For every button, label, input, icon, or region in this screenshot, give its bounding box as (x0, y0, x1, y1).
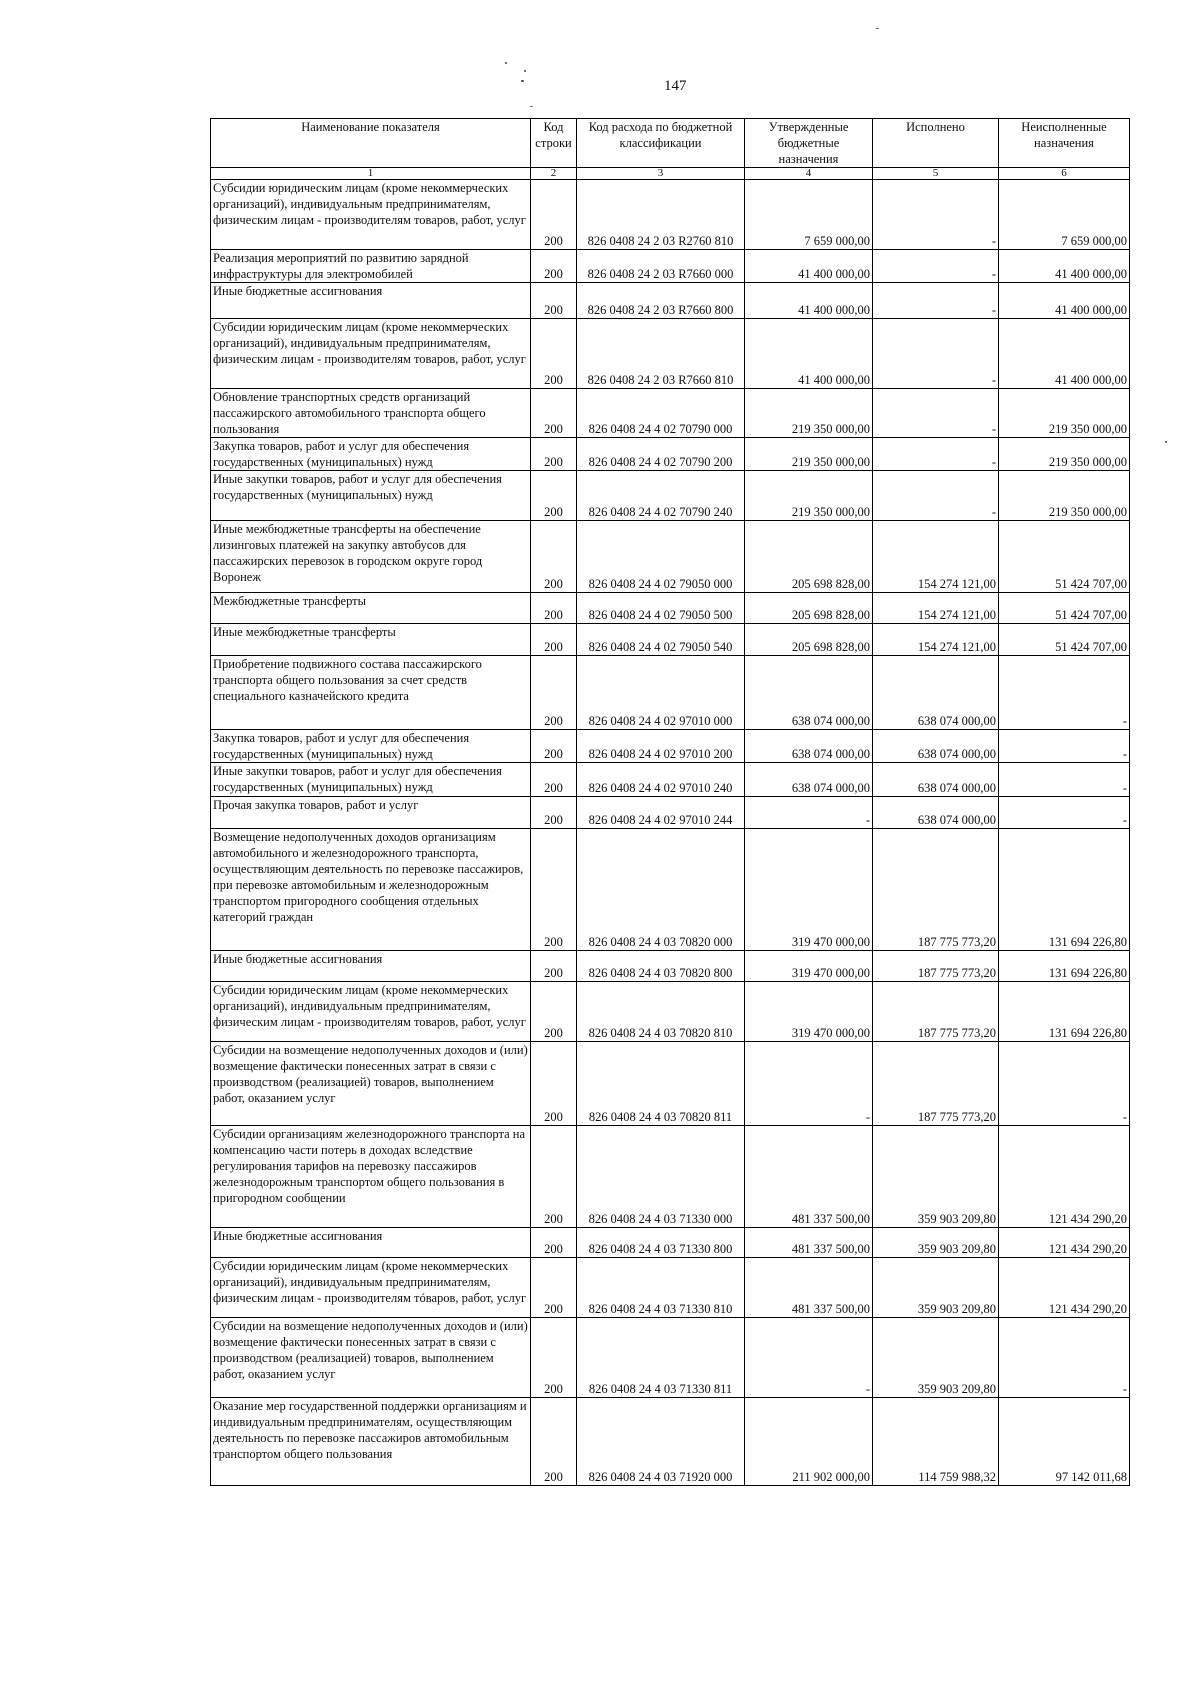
row-indicator-name: Иные бюджетные ассигнования (211, 1228, 531, 1258)
row-unexecuted-amount: - (999, 1318, 1130, 1398)
row-line-code: 200 (531, 829, 577, 951)
row-budget-code: 826 0408 24 4 02 97010 200 (577, 730, 745, 763)
row-executed-amount: - (873, 283, 999, 319)
row-indicator-name: Закупка товаров, работ и услуг для обеспечения государственных (муниципальных) нужд (211, 730, 531, 763)
row-line-code: 200 (531, 180, 577, 250)
table-row (211, 250, 1130, 283)
table-row (211, 521, 1130, 593)
row-budget-code: 826 0408 24 4 03 71330 800 (577, 1228, 745, 1258)
row-unexecuted-amount: - (999, 656, 1130, 730)
row-line-code: 200 (531, 951, 577, 982)
row-unexecuted-amount: 7 659 000,00 (999, 180, 1130, 250)
row-unexecuted-amount: 219 350 000,00 (999, 438, 1130, 471)
row-executed-amount: 187 775 773,20 (873, 982, 999, 1042)
row-approved-amount: 481 337 500,00 (745, 1126, 873, 1228)
row-indicator-name: Возмещение недополученных доходов организациям автомобильного и железнодорожного транспорта, осуществляющим деятельность по перевозке пассажиров, при перевозке автомобильным и железнодорожным транспортом пригородного сообщения отдельных категорий граждан (211, 829, 531, 951)
row-approved-amount: 219 350 000,00 (745, 438, 873, 471)
table-row (211, 982, 1130, 1042)
row-budget-code: 826 0408 24 2 03 R2760 810 (577, 180, 745, 250)
row-executed-amount: 638 074 000,00 (873, 763, 999, 797)
row-budget-code: 826 0408 24 4 03 70820 810 (577, 982, 745, 1042)
column-number: 1 (211, 168, 531, 180)
row-executed-amount: - (873, 471, 999, 521)
row-line-code: 200 (531, 763, 577, 797)
table-row (211, 797, 1130, 829)
row-indicator-name: Субсидии на возмещение недополученных доходов и (или) возмещение фактически понесенных затрат в связи с производством (реализацией) товаров, выполнением работ, оказанием услуг (211, 1318, 531, 1398)
row-approved-amount: 638 074 000,00 (745, 656, 873, 730)
row-approved-amount: 638 074 000,00 (745, 763, 873, 797)
header-executed: Исполнено (873, 119, 999, 168)
row-approved-amount: 205 698 828,00 (745, 624, 873, 656)
table-row (211, 1042, 1130, 1126)
row-executed-amount: 638 074 000,00 (873, 797, 999, 829)
table-row (211, 438, 1130, 471)
row-approved-amount: 638 074 000,00 (745, 730, 873, 763)
row-budget-code: 826 0408 24 4 03 71330 810 (577, 1258, 745, 1318)
row-unexecuted-amount: 97 142 011,68 (999, 1398, 1130, 1486)
header-approved-appropriations: Утвержденные бюджетные назначения (745, 119, 873, 168)
row-executed-amount: 187 775 773,20 (873, 829, 999, 951)
row-executed-amount: 187 775 773,20 (873, 1042, 999, 1126)
table-row (211, 624, 1130, 656)
row-unexecuted-amount: 121 434 290,20 (999, 1126, 1130, 1228)
row-line-code: 200 (531, 1398, 577, 1486)
row-approved-amount: 7 659 000,00 (745, 180, 873, 250)
row-unexecuted-amount: 131 694 226,80 (999, 829, 1130, 951)
row-unexecuted-amount: - (999, 797, 1130, 829)
row-approved-amount: - (745, 1042, 873, 1126)
row-unexecuted-amount: 51 424 707,00 (999, 624, 1130, 656)
row-indicator-name: Субсидии организациям железнодорожного транспорта на компенсацию части потерь в доходах вследствие регулирования тарифов на перевозку пассажиров железнодорожным транспортом общего пользования в пригородном сообщении (211, 1126, 531, 1228)
row-line-code: 200 (531, 1126, 577, 1228)
row-indicator-name: Субсидии юридическим лицам (кроме некоммерческих организаций), индивидуальным предпринимателям, физическим лицам - производителям товаров, работ, услуг (211, 319, 531, 389)
row-executed-amount: 187 775 773,20 (873, 951, 999, 982)
row-approved-amount: 319 470 000,00 (745, 951, 873, 982)
row-budget-code: 826 0408 24 4 03 70820 000 (577, 829, 745, 951)
row-indicator-name: Субсидии на возмещение недополученных доходов и (или) возмещение фактически понесенных затрат в связи с производством (реализацией) товаров, выполнением работ, оказанием услуг (211, 1042, 531, 1126)
scan-speck (505, 62, 507, 64)
column-number: 2 (531, 168, 577, 180)
row-unexecuted-amount: 41 400 000,00 (999, 319, 1130, 389)
row-approved-amount: 205 698 828,00 (745, 593, 873, 624)
row-line-code: 200 (531, 624, 577, 656)
row-line-code: 200 (531, 593, 577, 624)
scan-speck (876, 28, 879, 29)
row-budget-code: 826 0408 24 2 03 R7660 800 (577, 283, 745, 319)
row-budget-code: 826 0408 24 4 02 97010 244 (577, 797, 745, 829)
row-unexecuted-amount: 131 694 226,80 (999, 951, 1130, 982)
row-budget-code: 826 0408 24 4 03 70820 800 (577, 951, 745, 982)
row-budget-code: 826 0408 24 4 02 97010 000 (577, 656, 745, 730)
row-budget-code: 826 0408 24 4 02 70790 240 (577, 471, 745, 521)
row-approved-amount: 319 470 000,00 (745, 829, 873, 951)
row-line-code: 200 (531, 283, 577, 319)
row-unexecuted-amount: 51 424 707,00 (999, 593, 1130, 624)
row-indicator-name: Иные закупки товаров, работ и услуг для обеспечения государственных (муниципальных) нужд (211, 763, 531, 797)
row-unexecuted-amount: - (999, 730, 1130, 763)
budget-execution-table (210, 118, 1130, 1486)
table-row (211, 180, 1130, 250)
row-indicator-name: Иные бюджетные ассигнования (211, 283, 531, 319)
row-budget-code: 826 0408 24 4 02 97010 240 (577, 763, 745, 797)
header-indicator-name: Наименование показателя (211, 119, 531, 168)
row-budget-code: 826 0408 24 4 03 71920 000 (577, 1398, 745, 1486)
table-row (211, 730, 1130, 763)
scan-speck (530, 106, 533, 107)
header-line-code: Код строки (531, 119, 577, 168)
row-indicator-name: Реализация мероприятий по развитию зарядной инфраструктуры для электромобилей (211, 250, 531, 283)
table-row (211, 656, 1130, 730)
row-approved-amount: 41 400 000,00 (745, 283, 873, 319)
header-budget-classification-code: Код расхода по бюджетной классификации (577, 119, 745, 168)
row-executed-amount: 114 759 988,32 (873, 1398, 999, 1486)
row-budget-code: 826 0408 24 4 02 79050 000 (577, 521, 745, 593)
row-unexecuted-amount: - (999, 763, 1130, 797)
row-line-code: 200 (531, 250, 577, 283)
row-line-code: 200 (531, 521, 577, 593)
row-executed-amount: 154 274 121,00 (873, 624, 999, 656)
row-unexecuted-amount: 121 434 290,20 (999, 1228, 1130, 1258)
row-line-code: 200 (531, 1042, 577, 1126)
table-row (211, 593, 1130, 624)
row-line-code: 200 (531, 389, 577, 438)
row-indicator-name: Прочая закупка товаров, работ и услуг (211, 797, 531, 829)
row-executed-amount: 359 903 209,80 (873, 1318, 999, 1398)
table-row (211, 319, 1130, 389)
row-budget-code: 826 0408 24 4 03 70820 811 (577, 1042, 745, 1126)
row-indicator-name: Иные бюджетные ассигнования (211, 951, 531, 982)
row-approved-amount: 319 470 000,00 (745, 982, 873, 1042)
row-unexecuted-amount: 51 424 707,00 (999, 521, 1130, 593)
row-budget-code: 826 0408 24 4 02 79050 540 (577, 624, 745, 656)
column-number: 3 (577, 168, 745, 180)
row-executed-amount: 359 903 209,80 (873, 1228, 999, 1258)
table-row (211, 763, 1130, 797)
row-approved-amount: 41 400 000,00 (745, 319, 873, 389)
row-line-code: 200 (531, 471, 577, 521)
row-indicator-name: Приобретение подвижного состава пассажирского транспорта общего пользования за счет средств специального казначейского кредита (211, 656, 531, 730)
row-budget-code: 826 0408 24 4 02 70790 000 (577, 389, 745, 438)
table-row (211, 1398, 1130, 1486)
row-indicator-name: Обновление транспортных средств организаций пассажирского автомобильного транспорта общего пользования (211, 389, 531, 438)
row-line-code: 200 (531, 1258, 577, 1318)
table-row (211, 1318, 1130, 1398)
row-executed-amount: 638 074 000,00 (873, 656, 999, 730)
row-indicator-name: Субсидии юридическим лицам (кроме некоммерческих организаций), индивидуальным предпринимателям, физическим лицам - производителям товаров, работ, услуг (211, 982, 531, 1042)
row-unexecuted-amount: - (999, 1042, 1130, 1126)
row-approved-amount: - (745, 1318, 873, 1398)
row-indicator-name: Закупка товаров, работ и услуг для обеспечения государственных (муниципальных) нужд (211, 438, 531, 471)
row-approved-amount: - (745, 797, 873, 829)
row-executed-amount: 359 903 209,80 (873, 1126, 999, 1228)
row-indicator-name: Иные межбюджетные трансферты на обеспечение лизинговых платежей на закупку автобусов для пассажирских перевозок в городском округе город Воронеж (211, 521, 531, 593)
row-approved-amount: 41 400 000,00 (745, 250, 873, 283)
row-executed-amount: 154 274 121,00 (873, 593, 999, 624)
row-budget-code: 826 0408 24 2 03 R7660 000 (577, 250, 745, 283)
row-budget-code: 826 0408 24 4 02 70790 200 (577, 438, 745, 471)
row-line-code: 200 (531, 656, 577, 730)
row-approved-amount: 481 337 500,00 (745, 1228, 873, 1258)
row-indicator-name: Иные межбюджетные трансферты (211, 624, 531, 656)
row-budget-code: 826 0408 24 2 03 R7660 810 (577, 319, 745, 389)
row-indicator-name: Иные закупки товаров, работ и услуг для обеспечения государственных (муниципальных) нужд (211, 471, 531, 521)
scan-speck (521, 80, 524, 82)
row-executed-amount: 359 903 209,80 (873, 1258, 999, 1318)
row-executed-amount: - (873, 319, 999, 389)
header-unexecuted-appropriations: Неисполненные назначения (999, 119, 1130, 168)
row-line-code: 200 (531, 730, 577, 763)
row-indicator-name: Субсидии юридическим лицам (кроме некоммерческих организаций), индивидуальным предпринимателям, физическим лицам - производителям товаров, работ, услуг (211, 180, 531, 250)
row-unexecuted-amount: 131 694 226,80 (999, 982, 1130, 1042)
row-budget-code: 826 0408 24 4 03 71330 811 (577, 1318, 745, 1398)
row-executed-amount: - (873, 438, 999, 471)
row-approved-amount: 211 902 000,00 (745, 1398, 873, 1486)
row-budget-code: 826 0408 24 4 03 71330 000 (577, 1126, 745, 1228)
row-executed-amount: 638 074 000,00 (873, 730, 999, 763)
table-row (211, 1126, 1130, 1228)
table-row (211, 1228, 1130, 1258)
row-line-code: 200 (531, 438, 577, 471)
row-budget-code: 826 0408 24 4 02 79050 500 (577, 593, 745, 624)
row-indicator-name: Субсидии юридическим лицам (кроме некоммерческих организаций), индивидуальным предпринимателям, физическим лицам - производителям тóваров, работ, услуг (211, 1258, 531, 1318)
row-executed-amount: - (873, 180, 999, 250)
column-number: 6 (999, 168, 1130, 180)
table-row (211, 471, 1130, 521)
row-unexecuted-amount: 219 350 000,00 (999, 389, 1130, 438)
row-approved-amount: 481 337 500,00 (745, 1258, 873, 1318)
row-approved-amount: 219 350 000,00 (745, 389, 873, 438)
table-row (211, 283, 1130, 319)
table-row (211, 1258, 1130, 1318)
row-line-code: 200 (531, 1318, 577, 1398)
row-unexecuted-amount: 219 350 000,00 (999, 471, 1130, 521)
table-row (211, 829, 1130, 951)
row-unexecuted-amount: 121 434 290,20 (999, 1258, 1130, 1318)
row-executed-amount: - (873, 250, 999, 283)
table-body (211, 180, 1130, 1486)
row-line-code: 200 (531, 982, 577, 1042)
row-unexecuted-amount: 41 400 000,00 (999, 250, 1130, 283)
row-line-code: 200 (531, 797, 577, 829)
row-executed-amount: - (873, 389, 999, 438)
row-line-code: 200 (531, 319, 577, 389)
scan-speck (524, 70, 526, 72)
row-line-code: 200 (531, 1228, 577, 1258)
row-indicator-name: Межбюджетные трансферты (211, 593, 531, 624)
row-unexecuted-amount: 41 400 000,00 (999, 283, 1130, 319)
row-executed-amount: 154 274 121,00 (873, 521, 999, 593)
table-row (211, 389, 1130, 438)
column-number-row (211, 168, 1130, 180)
column-number: 5 (873, 168, 999, 180)
column-number: 4 (745, 168, 873, 180)
row-indicator-name: Оказание мер государственной поддержки организациям и индивидуальным предпринимателям, осуществляющим деятельность по перевозке пассажиров автомобильным транспортом общего пользования (211, 1398, 531, 1486)
table-header-row (211, 119, 1130, 168)
page-number: 147 (664, 78, 687, 94)
table-row (211, 951, 1130, 982)
row-approved-amount: 219 350 000,00 (745, 471, 873, 521)
scan-speck (1165, 441, 1167, 443)
row-approved-amount: 205 698 828,00 (745, 521, 873, 593)
